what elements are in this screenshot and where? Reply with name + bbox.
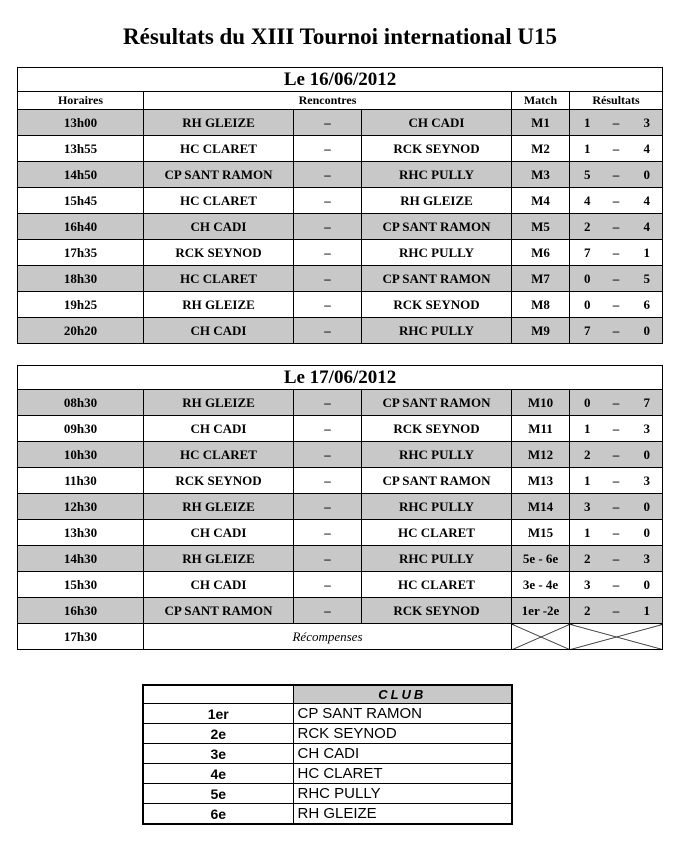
score-dash: –: [612, 114, 620, 130]
score-a: 1: [584, 472, 591, 488]
result-cell: [570, 416, 663, 442]
result-cell: [570, 240, 663, 266]
table-row: [18, 390, 663, 416]
match-cell: M5: [512, 214, 570, 240]
ranking-corner: [143, 685, 293, 704]
score-b: 0: [643, 166, 650, 182]
score-a: 3: [584, 576, 591, 592]
result-cell: [570, 520, 663, 546]
score-b: 0: [643, 322, 650, 338]
day-heading: Le 17/06/2012: [18, 366, 663, 390]
team-b-cell: RHC PULLY: [362, 162, 512, 188]
team-a-cell: RH GLEIZE: [144, 546, 294, 572]
rank-position: 3e: [143, 744, 293, 764]
score-b: 5: [643, 270, 650, 286]
time-cell: 16h40: [18, 214, 144, 240]
ranking-row: [143, 744, 512, 764]
time-cell: 13h30: [18, 520, 144, 546]
team-b-cell: RHC PULLY: [362, 546, 512, 572]
team-a-cell: CP SANT RAMON: [144, 598, 294, 624]
empty-crossed-cell: [570, 624, 663, 650]
score-dash: –: [612, 420, 620, 436]
team-b-cell: CP SANT RAMON: [362, 266, 512, 292]
score-a: 5: [584, 166, 591, 182]
score-dash: –: [612, 322, 620, 338]
team-a-cell: HC CLARET: [144, 136, 294, 162]
team-a-cell: HC CLARET: [144, 442, 294, 468]
match-cell: M7: [512, 266, 570, 292]
score-a: 1: [584, 114, 591, 130]
time-cell: 18h30: [18, 266, 144, 292]
ranking-row: [143, 784, 512, 804]
time-cell: 15h30: [18, 572, 144, 598]
empty-crossed-cell: [512, 624, 570, 650]
time-cell: 15h45: [18, 188, 144, 214]
team-b-cell: CP SANT RAMON: [362, 214, 512, 240]
score-b: 4: [643, 218, 650, 234]
rank-club: HC CLARET: [293, 764, 512, 784]
team-b-cell: RCK SEYNOD: [362, 292, 512, 318]
ranking-row: [143, 704, 512, 724]
ranking-row: [143, 804, 512, 825]
table-row: [18, 110, 663, 136]
rank-club: CP SANT RAMON: [293, 704, 512, 724]
score-b: 0: [643, 524, 650, 540]
score-a: 2: [584, 550, 591, 566]
score-a: 0: [584, 270, 591, 286]
team-b-cell: RHC PULLY: [362, 442, 512, 468]
versus-separator: –: [294, 494, 362, 520]
rank-club: RHC PULLY: [293, 784, 512, 804]
score-b: 7: [643, 394, 650, 410]
versus-separator: –: [294, 188, 362, 214]
result-cell: [570, 598, 663, 624]
page-title: Résultats du XIII Tournoi international U15: [123, 24, 557, 49]
match-cell: M9: [512, 318, 570, 344]
score-b: 3: [643, 550, 650, 566]
team-b-cell: RHC PULLY: [362, 240, 512, 266]
result-cell: [570, 546, 663, 572]
score-dash: –: [612, 602, 620, 618]
match-cell: M1: [512, 110, 570, 136]
time-cell: 17h35: [18, 240, 144, 266]
score-a: 2: [584, 446, 591, 462]
result-cell: [570, 494, 663, 520]
score-b: 3: [643, 420, 650, 436]
team-a-cell: CH CADI: [144, 318, 294, 344]
result-cell: [570, 266, 663, 292]
day-heading: Le 16/06/2012: [18, 68, 663, 92]
versus-separator: –: [294, 214, 362, 240]
ranking-row: [143, 764, 512, 784]
table-row: [18, 468, 663, 494]
score-a: 0: [584, 394, 591, 410]
rank-position: 1er: [143, 704, 293, 724]
score-dash: –: [612, 270, 620, 286]
table-row: [18, 292, 663, 318]
team-b-cell: RCK SEYNOD: [362, 416, 512, 442]
time-cell: 13h55: [18, 136, 144, 162]
versus-separator: –: [294, 162, 362, 188]
time-cell: 13h00: [18, 110, 144, 136]
time-cell: 12h30: [18, 494, 144, 520]
score-a: 7: [584, 322, 591, 338]
score-b: 4: [643, 192, 650, 208]
result-cell: [570, 136, 663, 162]
team-a-cell: CH CADI: [144, 214, 294, 240]
time-cell: 09h30: [18, 416, 144, 442]
rank-club: RCK SEYNOD: [293, 724, 512, 744]
match-cell: 5e - 6e: [512, 546, 570, 572]
versus-separator: –: [294, 292, 362, 318]
rank-club: RH GLEIZE: [293, 804, 512, 825]
table-row: [18, 162, 663, 188]
team-a-cell: RH GLEIZE: [144, 292, 294, 318]
score-dash: –: [612, 550, 620, 566]
match-cell: M15: [512, 520, 570, 546]
result-cell: [570, 318, 663, 344]
team-b-cell: RHC PULLY: [362, 494, 512, 520]
versus-separator: –: [294, 240, 362, 266]
result-cell: [570, 162, 663, 188]
score-a: 3: [584, 498, 591, 514]
team-b-cell: RH GLEIZE: [362, 188, 512, 214]
team-b-cell: CP SANT RAMON: [362, 390, 512, 416]
versus-separator: –: [294, 442, 362, 468]
match-cell: M12: [512, 442, 570, 468]
versus-separator: –: [294, 390, 362, 416]
score-dash: –: [612, 244, 620, 260]
time-cell: 11h30: [18, 468, 144, 494]
result-cell: [570, 468, 663, 494]
score-dash: –: [612, 166, 620, 182]
score-a: 1: [584, 524, 591, 540]
schedule-table-day1: [17, 67, 663, 344]
score-dash: –: [612, 394, 620, 410]
versus-separator: –: [294, 416, 362, 442]
table-row: [18, 136, 663, 162]
score-a: 1: [584, 140, 591, 156]
team-a-cell: HC CLARET: [144, 266, 294, 292]
team-a-cell: RH GLEIZE: [144, 110, 294, 136]
time-cell: 20h20: [18, 318, 144, 344]
rank-position: 2e: [143, 724, 293, 744]
score-a: 7: [584, 244, 591, 260]
score-dash: –: [612, 524, 620, 540]
result-cell: [570, 188, 663, 214]
team-b-cell: HC CLARET: [362, 572, 512, 598]
header-horaires: Horaires: [18, 92, 144, 110]
table-row: [18, 416, 663, 442]
result-cell: [570, 110, 663, 136]
versus-separator: –: [294, 520, 362, 546]
awards-label: Récompenses: [144, 624, 512, 650]
score-b: 0: [643, 498, 650, 514]
score-b: 1: [643, 244, 650, 260]
table-row: [18, 266, 663, 292]
header-rencontres: Rencontres: [144, 92, 512, 110]
team-a-cell: HC CLARET: [144, 188, 294, 214]
rank-club: CH CADI: [293, 744, 512, 764]
score-dash: –: [612, 498, 620, 514]
team-b-cell: HC CLARET: [362, 520, 512, 546]
rank-position: 5e: [143, 784, 293, 804]
match-cell: M13: [512, 468, 570, 494]
time-cell: 16h30: [18, 598, 144, 624]
table-row: [18, 520, 663, 546]
score-dash: –: [612, 472, 620, 488]
team-a-cell: RCK SEYNOD: [144, 468, 294, 494]
table-row: [18, 598, 663, 624]
time-cell: 14h50: [18, 162, 144, 188]
versus-separator: –: [294, 468, 362, 494]
match-cell: M6: [512, 240, 570, 266]
schedule-table-day2: [17, 365, 663, 650]
score-a: 4: [584, 192, 591, 208]
match-cell: M14: [512, 494, 570, 520]
score-a: 2: [584, 602, 591, 618]
score-a: 2: [584, 218, 591, 234]
time-cell: 14h30: [18, 546, 144, 572]
match-cell: 1er -2e: [512, 598, 570, 624]
table-row: [18, 546, 663, 572]
match-cell: M11: [512, 416, 570, 442]
ranking-header-club: CLUB: [293, 685, 512, 704]
result-cell: [570, 442, 663, 468]
match-cell: M2: [512, 136, 570, 162]
score-b: 6: [643, 296, 650, 312]
team-a-cell: RCK SEYNOD: [144, 240, 294, 266]
versus-separator: –: [294, 266, 362, 292]
time-cell: 08h30: [18, 390, 144, 416]
match-cell: M4: [512, 188, 570, 214]
match-cell: M8: [512, 292, 570, 318]
score-a: 0: [584, 296, 591, 312]
match-cell: M10: [512, 390, 570, 416]
team-b-cell: RHC PULLY: [362, 318, 512, 344]
score-dash: –: [612, 296, 620, 312]
table-row: [18, 240, 663, 266]
team-b-cell: RCK SEYNOD: [362, 136, 512, 162]
result-cell: [570, 390, 663, 416]
table-row: [18, 442, 663, 468]
team-a-cell: RH GLEIZE: [144, 390, 294, 416]
score-dash: –: [612, 192, 620, 208]
table-row: [18, 188, 663, 214]
score-b: 0: [643, 576, 650, 592]
versus-separator: –: [294, 572, 362, 598]
score-b: 4: [643, 140, 650, 156]
header-resultats: Résultats: [570, 92, 663, 110]
versus-separator: –: [294, 110, 362, 136]
team-b-cell: CH CADI: [362, 110, 512, 136]
time-cell: 17h30: [18, 624, 144, 650]
result-cell: [570, 292, 663, 318]
score-b: 3: [643, 472, 650, 488]
score-dash: –: [612, 218, 620, 234]
team-b-cell: RCK SEYNOD: [362, 598, 512, 624]
rank-position: 4e: [143, 764, 293, 784]
match-cell: M3: [512, 162, 570, 188]
score-b: 3: [643, 114, 650, 130]
rank-position: 6e: [143, 804, 293, 825]
header-match: Match: [512, 92, 570, 110]
table-row: [18, 318, 663, 344]
time-cell: 19h25: [18, 292, 144, 318]
table-row: [18, 624, 663, 650]
team-a-cell: CH CADI: [144, 416, 294, 442]
result-cell: [570, 214, 663, 240]
ranking-table: [142, 684, 513, 825]
versus-separator: –: [294, 598, 362, 624]
score-dash: –: [612, 140, 620, 156]
score-b: 0: [643, 446, 650, 462]
versus-separator: –: [294, 318, 362, 344]
score-a: 1: [584, 420, 591, 436]
score-dash: –: [612, 446, 620, 462]
score-b: 1: [643, 602, 650, 618]
versus-separator: –: [294, 136, 362, 162]
match-cell: 3e - 4e: [512, 572, 570, 598]
table-row: [18, 572, 663, 598]
team-a-cell: CH CADI: [144, 572, 294, 598]
table-row: [18, 214, 663, 240]
result-cell: [570, 572, 663, 598]
versus-separator: –: [294, 546, 362, 572]
time-cell: 10h30: [18, 442, 144, 468]
table-row: [18, 494, 663, 520]
team-a-cell: CP SANT RAMON: [144, 162, 294, 188]
ranking-row: [143, 724, 512, 744]
score-dash: –: [612, 576, 620, 592]
team-a-cell: CH CADI: [144, 520, 294, 546]
team-a-cell: RH GLEIZE: [144, 494, 294, 520]
team-b-cell: CP SANT RAMON: [362, 468, 512, 494]
